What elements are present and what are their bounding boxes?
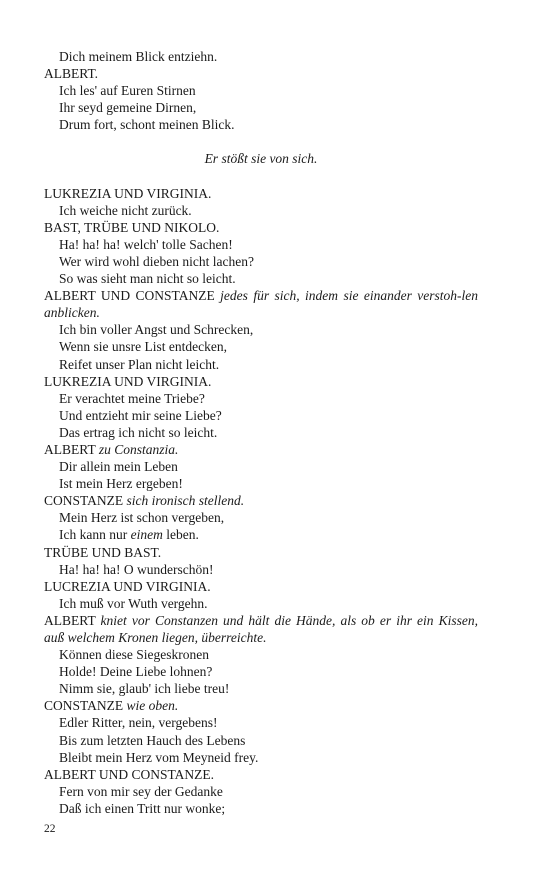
speaker-name: LUKREZIA UND VIRGINIA. <box>44 185 212 201</box>
speaker-with-direction <box>44 612 478 646</box>
verse-line: Und entzieht mir seine Liebe? <box>59 407 222 423</box>
verse-line: Ich weiche nicht zurück. <box>59 202 192 218</box>
verse-line: Er verachtet meine Triebe? <box>59 390 205 406</box>
speaker-name: ALBERT <box>44 612 96 628</box>
speaker-name: CONSTANZE <box>44 698 124 714</box>
verse-line: Daß ich einen Tritt nur wonke; <box>59 800 226 816</box>
verse-line: Ha! ha! ha! welch' tolle Sachen! <box>59 236 233 252</box>
verse-line: Holde! Deine Liebe lohnen? <box>59 664 213 680</box>
verse-line: Nimm sie, glaub' ich liebe treu! <box>59 681 230 697</box>
verse-line: Wenn sie unsre List entdecken, <box>59 339 227 355</box>
speaker-name: ALBERT UND CONSTANZE. <box>44 766 214 782</box>
verse-line: Ich bin voller Angst und Schrecken, <box>59 322 254 338</box>
stage-direction: zu Constanzia. <box>98 441 179 457</box>
speaker-name: ALBERT UND CONSTANZE <box>44 288 215 304</box>
verse-line: Bleibt mein Herz vom Meyneid frey. <box>59 749 259 765</box>
verse-line: Reifet unser Plan nicht leicht. <box>59 356 220 372</box>
stage-direction: wie oben. <box>126 698 179 714</box>
verse-line: Edler Ritter, nein, vergebens! <box>59 715 218 731</box>
verse-line <box>44 526 478 543</box>
verse-line: Drum fort, schont meinen Blick. <box>59 117 235 133</box>
verse-line: Können diese Siegeskronen <box>59 647 209 663</box>
verse-line: Ihr seyd gemeine Dirnen, <box>59 100 197 116</box>
speaker-with-direction <box>44 287 478 321</box>
speaker-name: ALBERT <box>44 441 96 457</box>
speaker-with-direction <box>44 441 478 458</box>
spacer <box>44 133 478 150</box>
verse-text: Ich kann nur <box>59 527 131 543</box>
speaker-name: CONSTANZE <box>44 493 124 509</box>
speaker-name: LUKREZIA UND VIRGINIA. <box>44 373 212 389</box>
stage-direction: Er stößt sie von sich. <box>204 151 318 167</box>
spacer <box>44 168 478 185</box>
verse-line: Ich muß vor Wuth vergehn. <box>59 595 208 611</box>
speaker-name: BAST, TRÜBE UND NIKOLO. <box>44 219 220 235</box>
play-text <box>44 48 478 817</box>
verse-line: Bis zum letzten Hauch des Lebens <box>59 732 246 748</box>
stage-direction: jedes für sich, indem sie einander verstoh-len anblicken. <box>44 288 479 321</box>
speaker-name: LUCREZIA UND VIRGINIA. <box>44 578 211 594</box>
verse-line: Ist mein Herz ergeben! <box>59 476 183 492</box>
speaker-with-direction <box>44 492 478 509</box>
speaker-name: ALBERT. <box>44 66 99 82</box>
emphasis-text: einem <box>130 527 163 543</box>
verse-line: Das ertrag ich nicht so leicht. <box>59 424 218 440</box>
verse-line: Dir allein mein Leben <box>59 459 178 475</box>
verse-line: Dich meinem Blick entziehn. <box>59 49 218 64</box>
verse-line: Mein Herz ist schon vergeben, <box>59 510 225 526</box>
speaker-with-direction <box>44 697 478 714</box>
speaker-name: TRÜBE UND BAST. <box>44 544 162 560</box>
verse-line: Fern von mir sey der Gedanke <box>59 783 223 799</box>
verse-line: So was sieht man nicht so leicht. <box>59 271 236 287</box>
page-number: 22 <box>44 823 56 835</box>
verse-line: Ha! ha! ha! O wunderschön! <box>59 561 214 577</box>
stage-direction: sich ironisch stellend. <box>126 493 245 509</box>
verse-line: Wer wird wohl dieben nicht lachen? <box>59 253 254 269</box>
verse-text: leben. <box>162 527 199 543</box>
verse-line: Ich les' auf Euren Stirnen <box>59 83 196 99</box>
stage-direction: kniet vor Constanzen und hält die Hände, als ob er ihr ein Kissen, auß welchem Kronen liegen, überreichte. <box>44 612 478 645</box>
